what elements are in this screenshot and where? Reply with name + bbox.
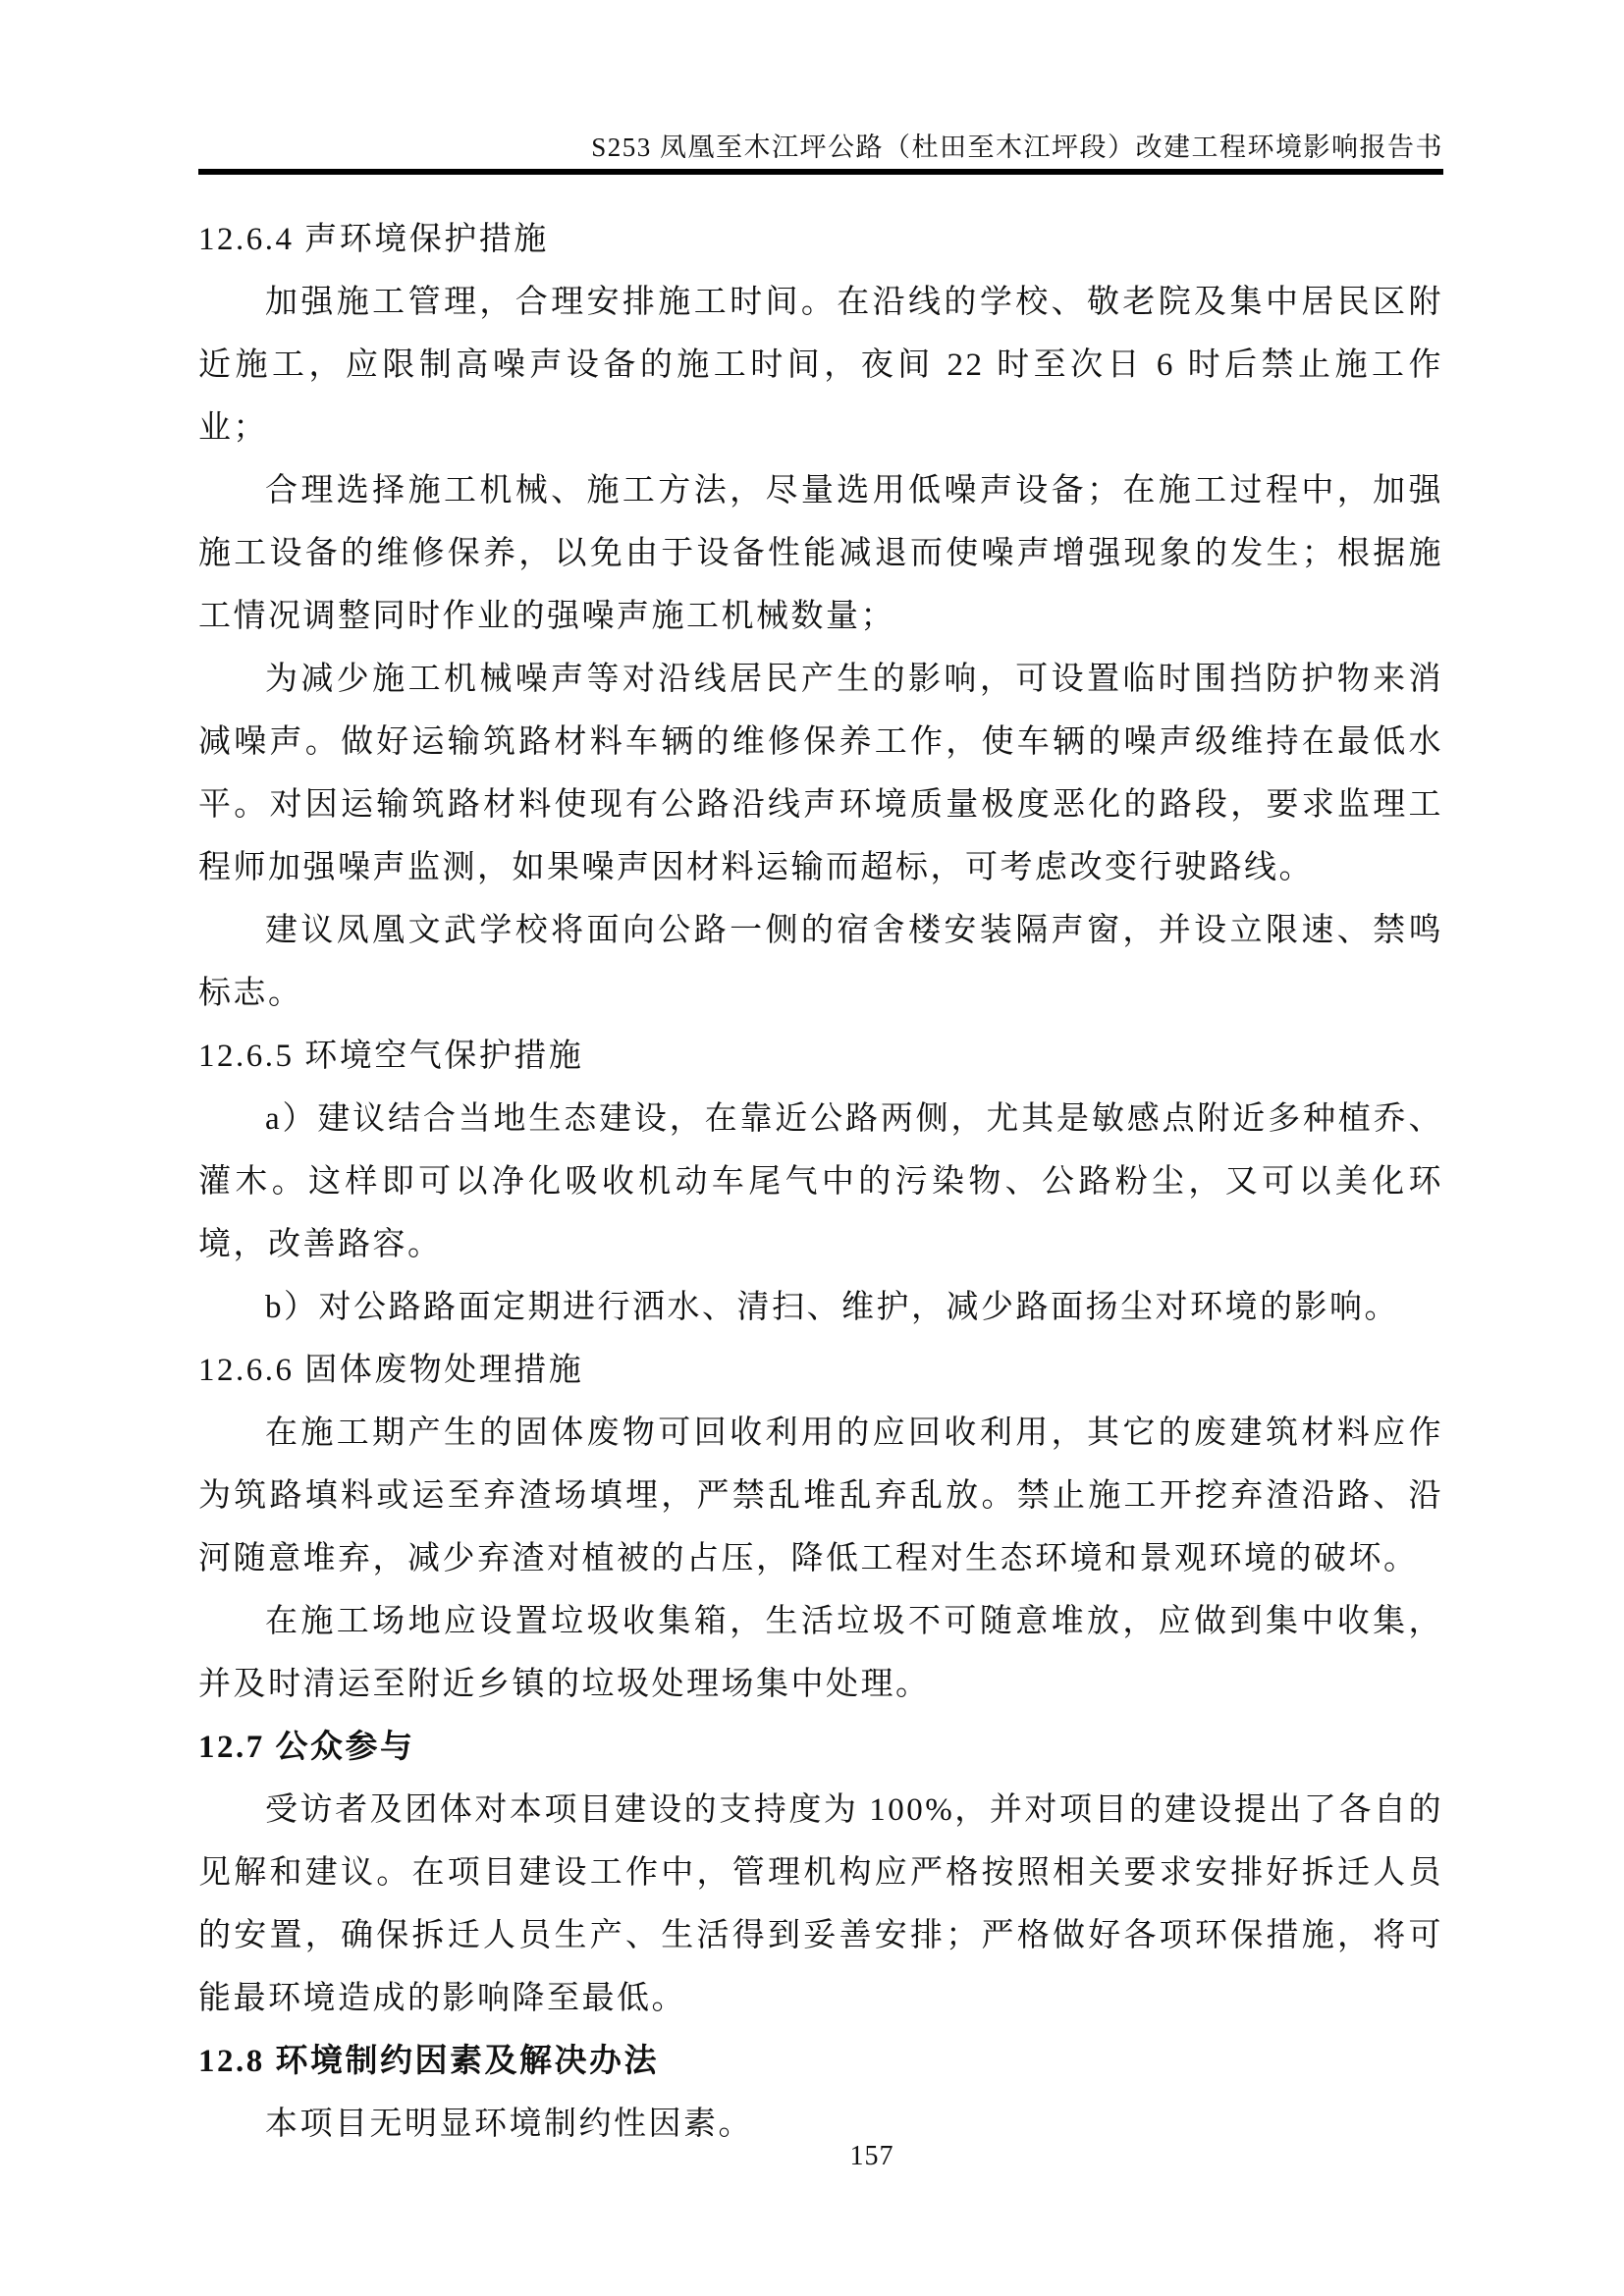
page-header-title: S253 凤凰至木江坪公路（杜田至木江坪段）改建工程环境影响报告书 <box>591 133 1443 162</box>
document-body <box>198 208 1443 2156</box>
paragraph: 在施工场地应设置垃圾收集箱，生活垃圾不可随意堆放，应做到集中收集，并及时清运至附近乡镇的垃圾处理场集中处理。 <box>198 1604 1443 1702</box>
page-number: 157 <box>849 2141 894 2171</box>
paragraph: b）对公路路面定期进行洒水、清扫、维护，减少路面扬尘对环境的影响。 <box>265 1290 1399 1325</box>
subsection-heading: 12.6.4 声环境保护措施 <box>198 222 549 257</box>
subsection-heading: 12.6.6 固体废物处理措施 <box>198 1353 584 1388</box>
paragraph: 本项目无明显环境制约性因素。 <box>265 2107 753 2142</box>
section-heading: 12.7 公众参与 <box>198 1730 415 1765</box>
section-heading: 12.8 环境制约因素及解决办法 <box>198 2044 659 2079</box>
paragraph: 受访者及团体对本项目建设的支持度为 100%，并对项目的建设提出了各自的见解和建议。在项目建设工作中，管理机构应严格按照相关要求安排好拆迁人员的安置，确保拆迁人员生产、生活得到妥善安排；严格做好各项环保措施，将可能最环境造成的影响降至最低。 <box>198 1792 1443 2016</box>
paragraph: 在施工期产生的固体废物可回收利用的应回收利用，其它的废建筑材料应作为筑路填料或运至弃渣场填埋，严禁乱堆乱弃乱放。禁止施工开挖弃渣沿路、沿河随意堆弃，减少弃渣对植被的占压，降低工程对生态环境和景观环境的破坏。 <box>198 1415 1443 1576</box>
paragraph: 合理选择施工机械、施工方法，尽量选用低噪声设备；在施工过程中，加强施工设备的维修保养，以免由于设备性能减退而使噪声增强现象的发生；根据施工情况调整同时作业的强噪声施工机械数量； <box>198 473 1443 634</box>
paragraph: 加强施工管理，合理安排施工时间。在沿线的学校、敬老院及集中居民区附近施工，应限制高噪声设备的施工时间，夜间 22 时至次日 6 时后禁止施工作业； <box>198 285 1443 446</box>
paragraph: 建议凤凰文武学校将面向公路一侧的宿舍楼安装隔声窗，并设立限速、禁鸣标志。 <box>198 913 1443 1011</box>
subsection-heading: 12.6.5 环境空气保护措施 <box>198 1039 584 1074</box>
header-rule <box>198 169 1443 175</box>
paragraph: 为减少施工机械噪声等对沿线居民产生的影响，可设置临时围挡防护物来消减噪声。做好运输筑路材料车辆的维修保养工作，使车辆的噪声级维持在最低水平。对因运输筑路材料使现有公路沿线声环境质量极度恶化的路段，要求监理工程师加强噪声监测，如果噪声因材料运输而超标，可考虑改变行驶路线。 <box>198 662 1443 885</box>
paragraph: a）建议结合当地生态建设，在靠近公路两侧，尤其是敏感点附近多种植乔、灌木。这样即可以净化吸收机动车尾气中的污染物、公路粉尘，又可以美化环境，改善路容。 <box>198 1101 1443 1262</box>
